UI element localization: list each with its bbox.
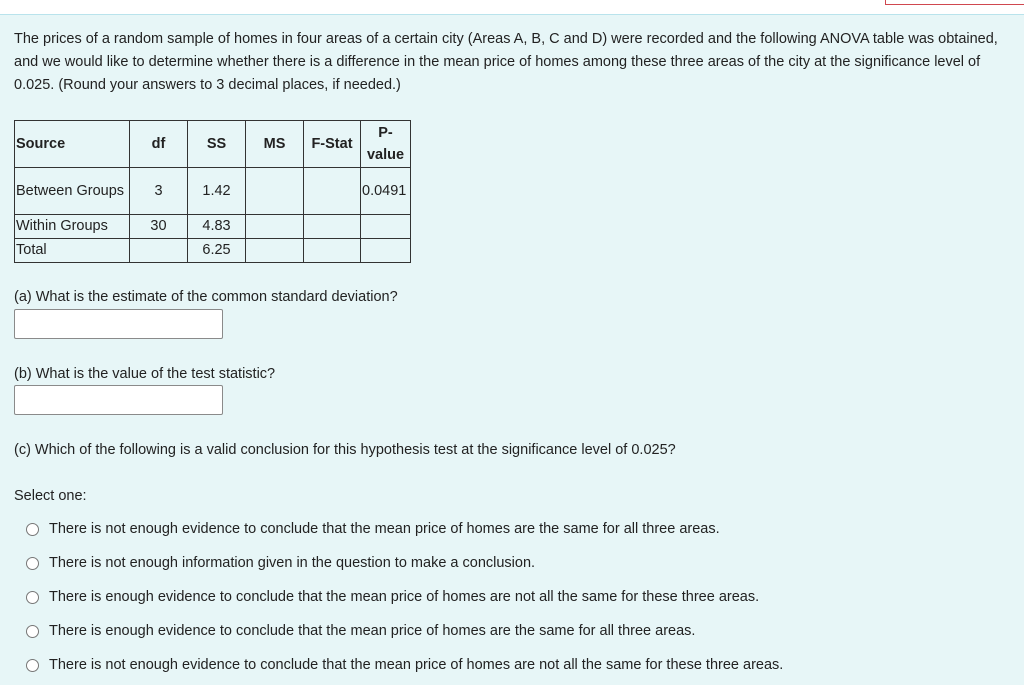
radio-button[interactable] [26, 557, 39, 570]
cell-df [130, 239, 188, 263]
radio-button[interactable] [26, 523, 39, 536]
cell-source: Within Groups [15, 215, 130, 239]
radio-button[interactable] [26, 625, 39, 638]
cell-fstat [304, 215, 361, 239]
cell-ms [246, 168, 304, 215]
cell-ss: 6.25 [188, 239, 246, 263]
header-ss: SS [188, 121, 246, 168]
anova-table [14, 120, 411, 263]
header-df: df [130, 121, 188, 168]
table-header-row [15, 121, 411, 168]
option-3[interactable] [26, 589, 759, 605]
cell-source: Total [15, 239, 130, 263]
header-ms: MS [246, 121, 304, 168]
table-row [15, 239, 411, 263]
answer-b-input[interactable] [14, 385, 223, 415]
header-fstat: F-Stat [304, 121, 361, 168]
cell-df: 3 [130, 168, 188, 215]
radio-button[interactable] [26, 591, 39, 604]
option-label: There is not enough information given in the question to make a conclusion. [49, 555, 536, 571]
radio-button[interactable] [26, 659, 39, 672]
cell-ss: 1.42 [188, 168, 246, 215]
cell-fstat [304, 168, 361, 215]
cell-ms [246, 239, 304, 263]
cell-ss: 4.83 [188, 215, 246, 239]
question-b: (b) What is the value of the test statistic? [14, 366, 276, 382]
question-text: The prices of a random sample of homes in four areas of a certain city (Areas A, B, C and D) were recorded and the following ANOVA table was obtained, and we would like to determine whether there is a difference in the mean price of homes among these three areas of the city at the significance level of 0.025. (Round your answers to 3 decimal places, if needed.) [14, 31, 998, 93]
cell-pvalue [361, 215, 411, 239]
option-1[interactable] [26, 521, 720, 537]
header-source: Source [15, 121, 130, 168]
cell-pvalue [361, 239, 411, 263]
top-right-box [885, 0, 1024, 5]
cell-source: Between Groups [15, 168, 130, 215]
table-row [15, 168, 411, 215]
option-label: There is not enough evidence to conclude that the mean price of homes are the same for all three areas. [49, 521, 720, 537]
table-row [15, 215, 411, 239]
cell-ms [246, 215, 304, 239]
option-label: There is not enough evidence to conclude that the mean price of homes are not all the same for these three areas. [49, 657, 784, 673]
cell-pvalue: 0.0491 [361, 168, 411, 215]
option-2[interactable] [26, 555, 535, 571]
question-panel [0, 14, 1024, 685]
question-c: (c) Which of the following is a valid conclusion for this hypothesis test at the significance level of 0.025? [14, 442, 676, 458]
header-pvalue: P-value [361, 121, 411, 168]
answer-a-input[interactable] [14, 309, 223, 339]
option-4[interactable] [26, 623, 695, 639]
option-label: There is enough evidence to conclude that the mean price of homes are not all the same for these three areas. [49, 589, 760, 605]
select-one-label: Select one: [14, 488, 87, 504]
option-5[interactable] [26, 657, 783, 673]
option-label: There is enough evidence to conclude that the mean price of homes are the same for all three areas. [49, 623, 696, 639]
question-a: (a) What is the estimate of the common standard deviation? [14, 289, 398, 305]
cell-df: 30 [130, 215, 188, 239]
cell-fstat [304, 239, 361, 263]
